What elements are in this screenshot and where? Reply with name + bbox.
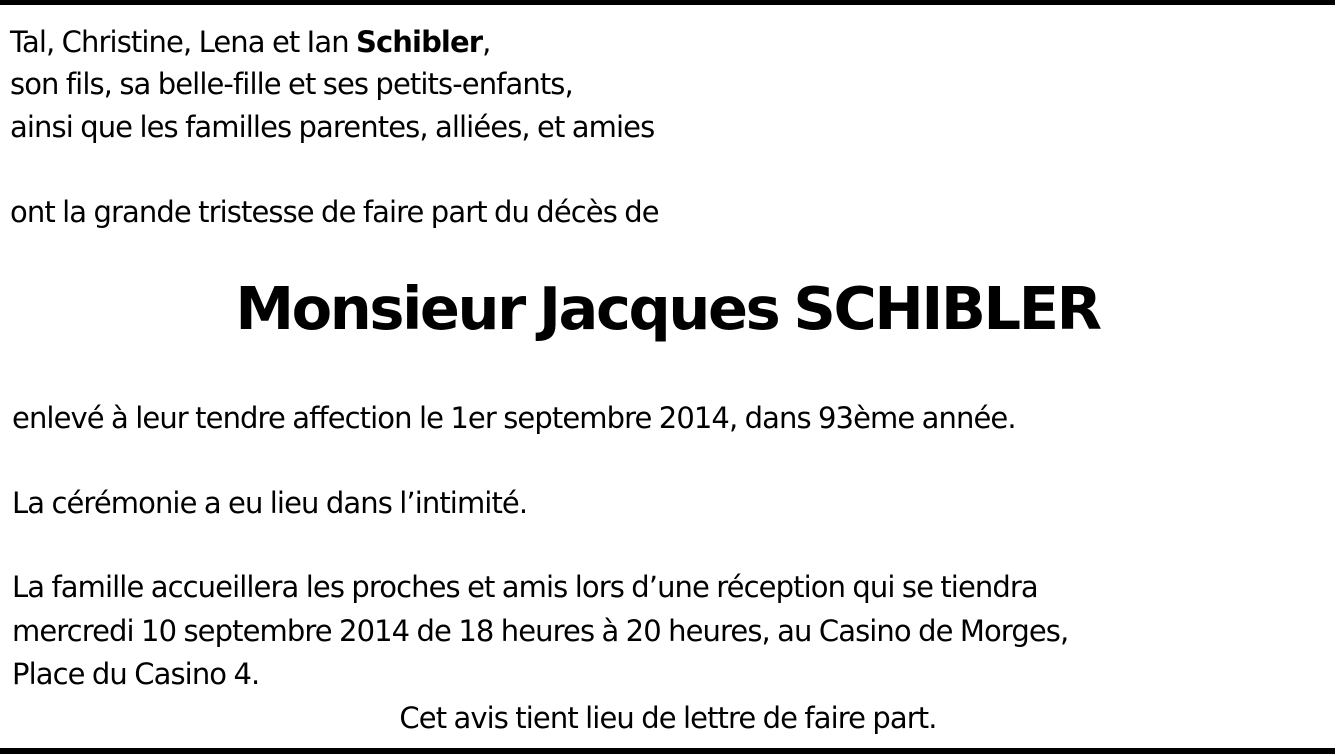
extended-family-line: ainsi que les familles parentes, alliées, et amies — [10, 110, 655, 144]
family-surname: Schibler — [356, 25, 483, 59]
announcement-intro: ont la grande tristesse de faire part du décès de — [10, 195, 659, 229]
ceremony-text: La cérémonie a eu lieu dans l’intimité. — [12, 486, 528, 520]
reception-line-2: mercredi 10 septembre 2014 de 18 heures à 20 heures, au Casino de Morges, — [12, 614, 1069, 648]
deceased-name: Monsieur Jacques SCHIBLER — [235, 274, 1100, 343]
bottom-border-rule — [0, 748, 1335, 754]
reception-line-1: La famille accueillera les proches et amis lors d’une réception qui se tiendra — [12, 570, 1038, 604]
closing-note: Cet avis tient lieu de lettre de faire part. — [399, 701, 937, 735]
reception-line-3: Place du Casino 4. — [12, 657, 260, 691]
family-relation-line: son fils, sa belle-fille et ses petits-enfants, — [10, 67, 573, 101]
family-names-line — [10, 25, 490, 59]
death-notice-text: enlevé à leur tendre affection le 1er septembre 2014, dans 93ème année. — [12, 401, 1016, 435]
family-names-comma: , — [482, 25, 491, 59]
family-first-names: Tal, Christine, Lena et Ian — [10, 25, 356, 59]
top-border-rule — [0, 0, 1335, 5]
